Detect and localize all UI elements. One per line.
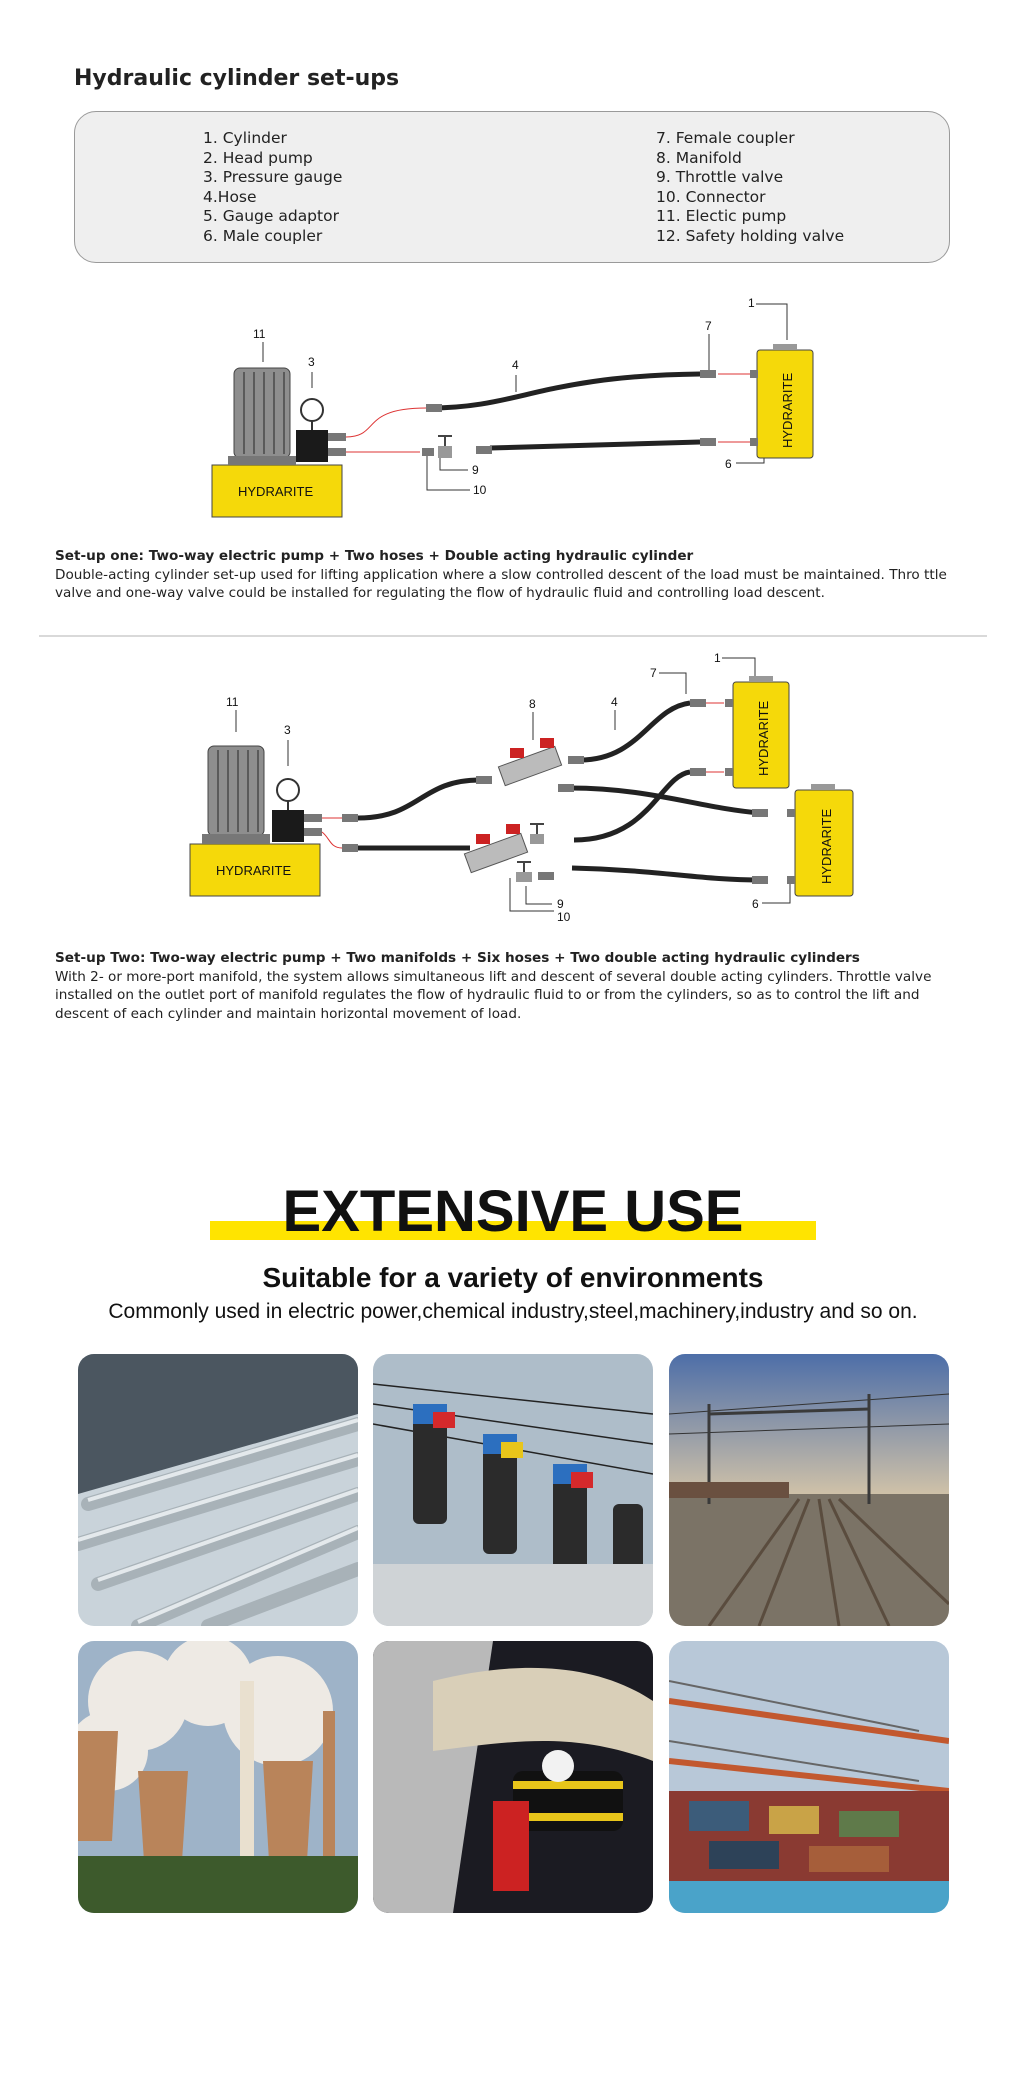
cylinder-brand: HYDRARITE bbox=[819, 808, 834, 884]
setup-one-title: Set-up one: Two-way electric pump + Two hoses + Double acting hydraulic cylinder bbox=[55, 548, 694, 564]
callout-11: 11 bbox=[253, 327, 266, 341]
photo-pipes bbox=[78, 1354, 358, 1626]
pump-brand: HYDRARITE bbox=[216, 863, 292, 878]
setup-one-text bbox=[55, 547, 973, 603]
cylinder-brand: HYDRARITE bbox=[756, 700, 771, 776]
section-title: Hydraulic cylinder set-ups bbox=[74, 66, 400, 91]
photo-railway bbox=[669, 1354, 949, 1626]
photo-container-port bbox=[669, 1641, 949, 1913]
extensive-use-subtitle: Suitable for a variety of environments bbox=[262, 1262, 764, 1293]
electric-pump-icon bbox=[212, 368, 346, 517]
setup-two-diagram bbox=[0, 648, 1026, 928]
hydraulic-cylinder-icon bbox=[725, 676, 789, 788]
setup-one-diagram bbox=[0, 280, 1026, 540]
throttle-valve-icon bbox=[516, 862, 554, 882]
photo-cooling-towers bbox=[78, 1641, 358, 1913]
legend-item: 8. Manifold bbox=[656, 148, 742, 167]
callout-10: 10 bbox=[473, 483, 487, 497]
parts-legend bbox=[74, 111, 950, 263]
legend-item: 7. Female coupler bbox=[656, 129, 795, 147]
cylinder-brand: HYDRARITE bbox=[780, 372, 795, 448]
throttle-valve-icon bbox=[530, 824, 544, 844]
callout-6: 6 bbox=[752, 897, 759, 911]
electric-pump-icon bbox=[190, 746, 322, 896]
setup-two-text bbox=[55, 949, 973, 1023]
photo-electric-insulators bbox=[373, 1354, 653, 1626]
legend-item: 10. Connector bbox=[656, 187, 766, 206]
legend-item: 11. Electic pump bbox=[656, 207, 787, 225]
callout-4: 4 bbox=[611, 695, 618, 709]
setup-one-description: Double-acting cylinder set-up used for lifting application where a slow controlled descent of the load must be maintained. Thro ttle valve and one-way valve could be installed for regulating the flow of hydraulic fluid and controlling load descent. bbox=[55, 566, 947, 601]
manifold-icon bbox=[498, 738, 561, 786]
callout-9: 9 bbox=[557, 897, 564, 911]
photo-rescue-tool bbox=[373, 1641, 653, 1913]
setup-two-title: Set-up Two: Two-way electric pump + Two manifolds + Six hoses + Two double acting hydraulic cylinders bbox=[55, 950, 860, 966]
callout-3: 3 bbox=[308, 355, 315, 369]
manifold-icon bbox=[464, 824, 527, 873]
callout-1: 1 bbox=[714, 651, 721, 665]
legend-item: 2. Head pump bbox=[203, 148, 313, 167]
setup-two-description: With 2- or more-port manifold, the system allows simultaneous lift and descent of several double acting cylinders. Throttle valve installed on the outlet port of manifold regulates the flow of hydraulic fluid to or from the cylinders, so as to control the lift and descent of each cylinder and maintain horizontal movement of load. bbox=[55, 968, 932, 1022]
callout-10: 10 bbox=[557, 910, 571, 924]
legend-item: 1. Cylinder bbox=[203, 129, 287, 147]
callout-1: 1 bbox=[748, 296, 755, 310]
callout-7: 7 bbox=[650, 666, 657, 680]
callout-11: 11 bbox=[226, 695, 239, 709]
extensive-use-title: EXTENSIVE USE bbox=[282, 1179, 744, 1244]
callout-7: 7 bbox=[705, 319, 712, 333]
divider bbox=[39, 635, 987, 637]
legend-item: 5. Gauge adaptor bbox=[203, 207, 339, 225]
callout-9: 9 bbox=[472, 463, 479, 477]
legend-right-column bbox=[656, 129, 844, 246]
legend-item: 9. Throttle valve bbox=[656, 168, 784, 186]
throttle-valve-icon bbox=[422, 436, 492, 458]
legend-item: 4.Hose bbox=[203, 187, 257, 206]
legend-left-column bbox=[203, 129, 342, 246]
hydraulic-cylinder-icon bbox=[787, 784, 853, 896]
callout-8: 8 bbox=[529, 697, 536, 711]
legend-item: 3. Pressure gauge bbox=[203, 168, 343, 186]
extensive-use-description: Commonly used in electric power,chemical industry,steel,machinery,industry and so on. bbox=[108, 1300, 918, 1323]
hydraulic-cylinder-icon bbox=[750, 344, 813, 458]
pump-brand: HYDRARITE bbox=[238, 484, 314, 499]
legend-item: 6. Male coupler bbox=[203, 226, 323, 245]
legend-item: 12. Safety holding valve bbox=[656, 226, 845, 245]
callout-4: 4 bbox=[512, 358, 519, 372]
callout-6: 6 bbox=[725, 457, 732, 471]
callout-3: 3 bbox=[284, 723, 291, 737]
